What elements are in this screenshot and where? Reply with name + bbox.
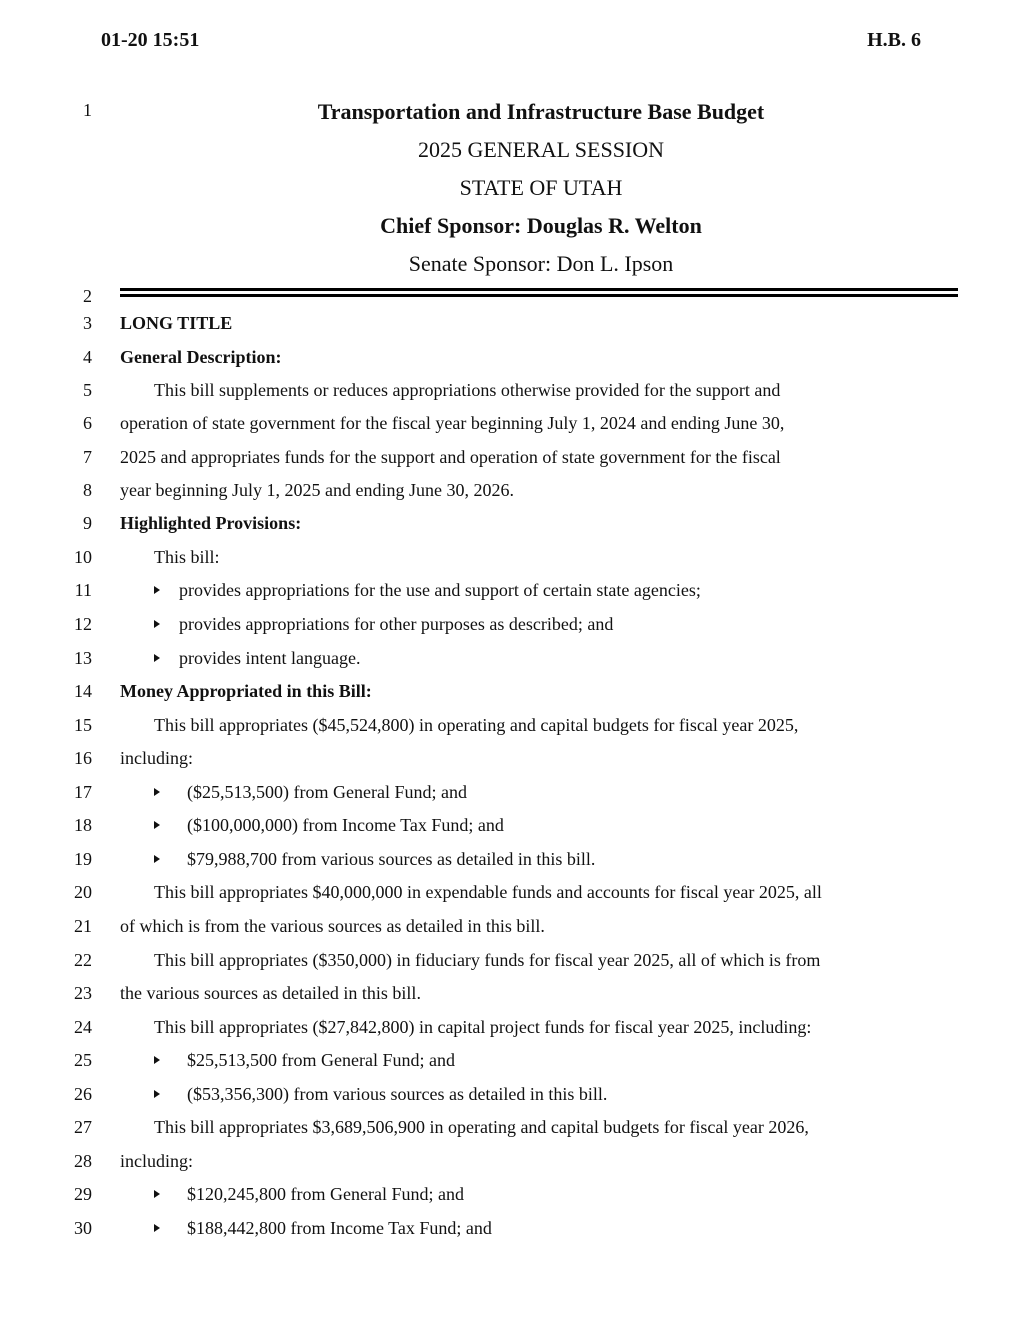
bill-number: H.B. 6 bbox=[867, 29, 921, 51]
triangle-bullet-icon bbox=[154, 1224, 160, 1232]
line-number: 19 bbox=[74, 849, 92, 869]
body-line: This bill supplements or reduces appropriations otherwise provided for the support and bbox=[154, 380, 781, 400]
line-number: 15 bbox=[74, 715, 92, 735]
list-item-text: $120,245,800 from General Fund; and bbox=[187, 1184, 464, 1204]
line-number: 17 bbox=[74, 782, 92, 802]
list-item-text: $188,442,800 from Income Tax Fund; and bbox=[187, 1218, 492, 1238]
body-line: including: bbox=[120, 748, 193, 768]
list-item-text: ($53,356,300) from various sources as detailed in this bill. bbox=[187, 1084, 608, 1104]
list-item bbox=[154, 612, 613, 636]
session-line: 2025 GENERAL SESSION bbox=[417, 137, 665, 162]
bill-title: Transportation and Infrastructure Base Budget bbox=[317, 99, 765, 124]
list-item-text: provides appropriations for other purposes as described; and bbox=[179, 614, 614, 634]
line-number: 18 bbox=[74, 815, 92, 835]
list-item-text: ($100,000,000) from Income Tax Fund; and bbox=[187, 815, 504, 835]
line-number: 2 bbox=[83, 286, 92, 306]
list-item bbox=[154, 1082, 607, 1106]
body-line: of which is from the various sources as detailed in this bill. bbox=[120, 916, 545, 936]
line-number: 6 bbox=[83, 413, 92, 433]
line-number: 12 bbox=[74, 614, 92, 634]
list-item-text: provides intent language. bbox=[179, 648, 361, 668]
list-item-text: $79,988,700 from various sources as detailed in this bill. bbox=[187, 849, 596, 869]
body-line: year beginning July 1, 2025 and ending June 30, 2026. bbox=[120, 480, 514, 500]
list-item-text: ($25,513,500) from General Fund; and bbox=[187, 782, 467, 802]
title-divider-top bbox=[120, 288, 958, 291]
list-item bbox=[154, 1182, 464, 1206]
triangle-bullet-icon bbox=[154, 855, 160, 863]
body-line: 2025 and appropriates funds for the support and operation of state government for the fiscal bbox=[120, 447, 781, 467]
list-item bbox=[154, 1216, 492, 1240]
line-number: 22 bbox=[74, 950, 92, 970]
line-number: 14 bbox=[74, 681, 92, 701]
list-item bbox=[154, 1048, 455, 1072]
line-number: 27 bbox=[74, 1117, 92, 1137]
triangle-bullet-icon bbox=[154, 1090, 160, 1098]
line-number: 9 bbox=[83, 513, 92, 533]
line-number: 1 bbox=[83, 100, 92, 120]
body-line: This bill appropriates $40,000,000 in expendable funds and accounts for fiscal year 2025, all bbox=[154, 882, 822, 902]
line-number: 16 bbox=[74, 748, 92, 768]
state-line: STATE OF UTAH bbox=[459, 175, 623, 200]
senate-sponsor: Senate Sponsor: Don L. Ipson bbox=[408, 251, 674, 276]
triangle-bullet-icon bbox=[154, 788, 160, 796]
body-line: including: bbox=[120, 1151, 193, 1171]
triangle-bullet-icon bbox=[154, 821, 160, 829]
section-heading-general-description: General Description: bbox=[120, 347, 282, 367]
triangle-bullet-icon bbox=[154, 586, 160, 594]
section-heading-money-appropriated: Money Appropriated in this Bill: bbox=[120, 681, 372, 701]
line-number: 10 bbox=[74, 547, 92, 567]
section-heading-highlighted-provisions: Highlighted Provisions: bbox=[120, 513, 302, 533]
line-number: 25 bbox=[74, 1050, 92, 1070]
line-number: 23 bbox=[74, 983, 92, 1003]
line-number: 30 bbox=[74, 1218, 92, 1238]
body-line: This bill: bbox=[154, 547, 220, 567]
chief-sponsor: Chief Sponsor: Douglas R. Welton bbox=[380, 213, 702, 238]
line-number: 13 bbox=[74, 648, 92, 668]
line-number: 3 bbox=[83, 313, 92, 333]
line-number: 20 bbox=[74, 882, 92, 902]
line-number: 11 bbox=[74, 580, 92, 600]
triangle-bullet-icon bbox=[154, 620, 160, 628]
body-line: This bill appropriates ($45,524,800) in operating and capital budgets for fiscal year 2025, bbox=[154, 715, 799, 735]
list-item-text: provides appropriations for the use and support of certain state agencies; bbox=[179, 580, 701, 600]
body-line: This bill appropriates ($350,000) in fiduciary funds for fiscal year 2025, all of which is from bbox=[154, 950, 821, 970]
line-number: 5 bbox=[83, 380, 92, 400]
body-line: the various sources as detailed in this bill. bbox=[120, 983, 421, 1003]
header-timestamp: 01-20 15:51 bbox=[101, 29, 200, 51]
triangle-bullet-icon bbox=[154, 654, 160, 662]
line-number: 21 bbox=[74, 916, 92, 936]
line-number: 8 bbox=[83, 480, 92, 500]
list-item-text: $25,513,500 from General Fund; and bbox=[187, 1050, 455, 1070]
list-item bbox=[154, 646, 360, 670]
line-number: 4 bbox=[83, 347, 92, 367]
list-item bbox=[154, 578, 701, 602]
triangle-bullet-icon bbox=[154, 1056, 160, 1064]
line-number: 24 bbox=[74, 1017, 92, 1037]
title-divider-bottom bbox=[120, 294, 958, 297]
line-number: 7 bbox=[83, 447, 92, 467]
list-item bbox=[154, 847, 595, 871]
list-item bbox=[154, 780, 467, 804]
line-number: 29 bbox=[74, 1184, 92, 1204]
triangle-bullet-icon bbox=[154, 1190, 160, 1198]
body-line: operation of state government for the fiscal year beginning July 1, 2024 and ending June 30, bbox=[120, 413, 785, 433]
body-line: This bill appropriates ($27,842,800) in capital project funds for fiscal year 2025, including: bbox=[154, 1017, 812, 1037]
body-line: This bill appropriates $3,689,506,900 in operating and capital budgets for fiscal year 2026, bbox=[154, 1117, 809, 1137]
line-number: 26 bbox=[74, 1084, 92, 1104]
section-heading-long-title: LONG TITLE bbox=[120, 313, 233, 333]
line-number: 28 bbox=[74, 1151, 92, 1171]
list-item bbox=[154, 813, 504, 837]
